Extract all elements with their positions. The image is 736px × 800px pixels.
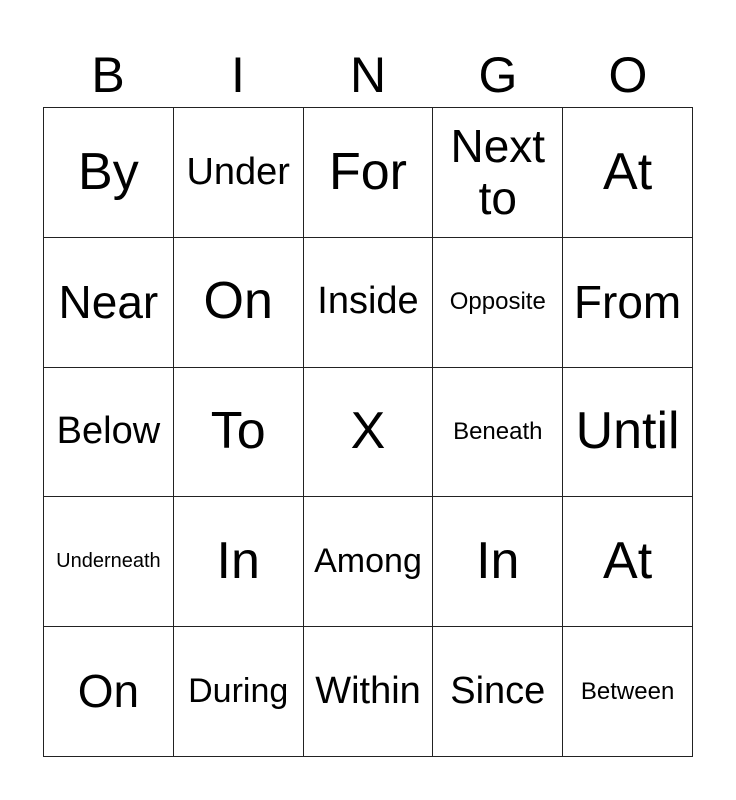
bingo-cell-r5c3[interactable]: Within [304,627,434,757]
header-letter-i: I [231,47,245,103]
bingo-cell-r5c1[interactable]: On [44,627,174,757]
header-letter-g: G [478,47,518,103]
header-letter-n: N [349,47,387,103]
bingo-cell-r4c2[interactable]: In [174,497,304,627]
bingo-cell-r5c4[interactable]: Since [433,627,563,757]
bingo-cell-r2c1[interactable]: Near [44,238,174,368]
bingo-cell-r1c2[interactable]: Under [174,108,304,238]
bingo-cell-r5c5[interactable]: Between [563,627,693,757]
bingo-cell-r1c5[interactable]: At [563,108,693,238]
bingo-cell-r4c1[interactable]: Underneath [44,497,174,627]
bingo-cell-r4c3[interactable]: Among [304,497,434,627]
bingo-cell-r1c3[interactable]: For [304,108,434,238]
bingo-cell-r5c2[interactable]: During [174,627,304,757]
bingo-cell-r3c5[interactable]: Until [563,368,693,498]
bingo-cell-r4c5[interactable]: At [563,497,693,627]
bingo-header [43,44,693,106]
bingo-cell-r2c4[interactable]: Opposite [433,238,563,368]
bingo-cell-r3c1[interactable]: Below [44,368,174,498]
bingo-cell-r2c2[interactable]: On [174,238,304,368]
bingo-cell-r1c4[interactable]: Next to [433,108,563,238]
bingo-board [43,107,693,757]
header-letter-o: O [608,47,648,103]
bingo-cell-r3c2[interactable]: To [174,368,304,498]
bingo-cell-r2c5[interactable]: From [563,238,693,368]
header-letter-b: B [91,47,125,103]
bingo-cell-r3c4[interactable]: Beneath [433,368,563,498]
bingo-cell-r2c3[interactable]: Inside [304,238,434,368]
bingo-cell-r1c1[interactable]: By [44,108,174,238]
bingo-cell-r3c3[interactable]: X [304,368,434,498]
bingo-cell-r4c4[interactable]: In [433,497,563,627]
